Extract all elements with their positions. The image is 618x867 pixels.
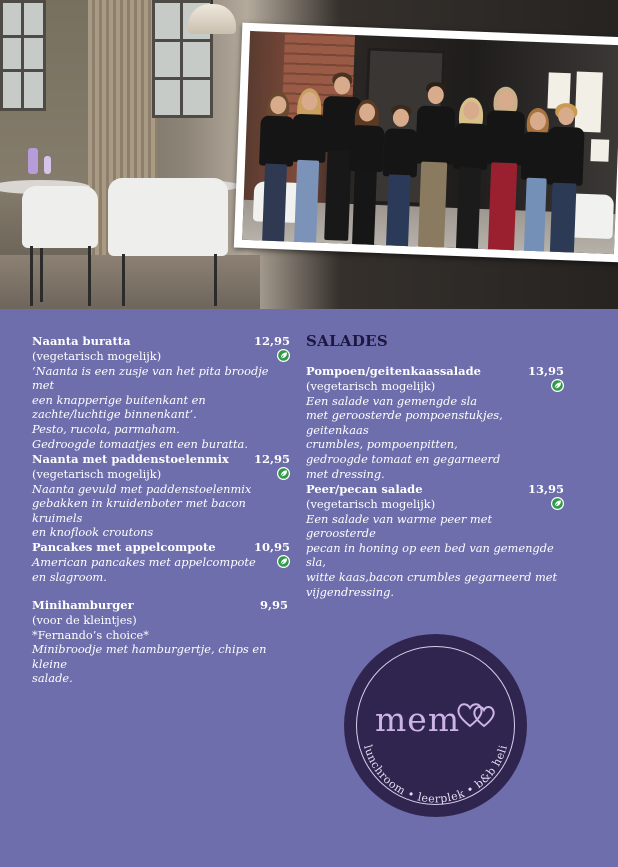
item-desc-line: vijgendressing. xyxy=(306,584,395,599)
vegetarian-leaf-icon xyxy=(551,497,564,510)
item-price: 12,95 xyxy=(253,452,290,466)
item-name: Minihamburger xyxy=(32,598,134,612)
item-desc-line: Een salade van warme peer met geroosterde xyxy=(306,511,493,541)
team-photo xyxy=(234,23,618,263)
item-desc-line: Een salade van gemengde sla xyxy=(306,393,478,408)
item-desc-line: gebakken in kruidenboter met bacon kruimels xyxy=(32,496,246,525)
vegetarian-leaf-icon xyxy=(277,349,290,362)
menu-item-naanta-paddenstoelen xyxy=(32,452,290,540)
svg-text:lunchroom • leerplek • b&b hel xyxy=(361,743,510,805)
vegetarian-leaf-icon xyxy=(551,379,564,392)
item-price: 13,95 xyxy=(527,364,564,378)
item-desc-line: en slagroom. xyxy=(32,569,107,584)
vase xyxy=(28,148,38,174)
item-name: Naanta buratta xyxy=(32,334,131,348)
window xyxy=(0,0,46,111)
pendant-lamp xyxy=(188,4,236,34)
item-subtitle: (vegetarisch mogelijk) xyxy=(306,379,436,393)
item-desc-line: ‘Naanta is een zusje van het pita broodje met xyxy=(32,363,269,393)
item-desc-line: met dressing. xyxy=(306,466,385,481)
item-desc-line: American pancakes met appelcompote xyxy=(32,555,256,569)
mem-logo xyxy=(344,634,527,817)
item-desc-line: zachte/luchtige binnenkant’. xyxy=(32,407,197,422)
item-subtitle: (vegetarisch mogelijk) xyxy=(32,349,162,363)
menu-item-minihamburger xyxy=(32,598,290,686)
restaurant-photo xyxy=(0,0,618,309)
logo-tagline xyxy=(344,634,527,817)
item-subtitle: (vegetarisch mogelijk) xyxy=(306,497,436,511)
menu-item-naanta-buratta xyxy=(32,334,290,451)
chair xyxy=(22,186,98,248)
item-desc-line: Pesto, rucola, parmaham. xyxy=(32,421,180,436)
section-title-salades: SALADES xyxy=(306,332,389,350)
floor xyxy=(0,255,260,309)
item-desc-line: en knoflook croutons xyxy=(32,525,154,540)
vegetarian-leaf-icon xyxy=(277,555,290,568)
item-subtitle: (vegetarisch mogelijk) xyxy=(32,467,162,481)
item-desc-line: Naanta gevuld met paddenstoelenmix xyxy=(32,481,252,496)
item-desc-line: gedroogde tomaat en gegarneerd xyxy=(306,451,501,466)
item-desc-line: Minibroodje met hamburgertje, chips en kleine xyxy=(32,642,267,671)
item-desc-line: witte kaas,bacon crumbles gegarneerd met xyxy=(306,569,558,584)
vase xyxy=(44,156,51,174)
item-desc-line: Gedroogde tomaatjes en een buratta. xyxy=(32,436,248,451)
chair xyxy=(108,178,228,256)
item-desc-line: pecan in honing op een bed van gemengde sla, xyxy=(306,540,554,570)
item-price: 10,95 xyxy=(253,540,290,554)
item-price: 9,95 xyxy=(259,598,288,612)
menu-item-pompoen-salade xyxy=(306,364,564,481)
logo-tagline-text: lunchroom • leerplek • b&b heli xyxy=(361,743,510,806)
logo-wordmark: mem xyxy=(375,700,461,739)
item-desc-line: salade. xyxy=(32,671,73,686)
menu-item-pancakes xyxy=(32,540,290,584)
item-subtitle: (voor de kleintjes) xyxy=(32,613,137,627)
item-name: Naanta met paddenstoelenmix xyxy=(32,452,229,466)
item-desc-line: crumbles, pompoenpitten, xyxy=(306,437,458,452)
item-price: 13,95 xyxy=(527,482,564,496)
vegetarian-leaf-icon xyxy=(277,467,290,480)
item-name: Pompoen/geitenkaassalade xyxy=(306,364,481,378)
item-note: *Fernando’s choice* xyxy=(32,627,149,642)
item-name: Pancakes met appelcompote xyxy=(32,540,216,554)
item-desc-line: een knapperige buitenkant en xyxy=(32,392,206,407)
item-price: 12,95 xyxy=(253,334,290,348)
item-name: Peer/pecan salade xyxy=(306,482,423,496)
menu-item-peer-pecan-salade xyxy=(306,482,564,599)
item-desc-line: met geroosterde pompoenstukjes, geitenkaas xyxy=(306,408,503,437)
